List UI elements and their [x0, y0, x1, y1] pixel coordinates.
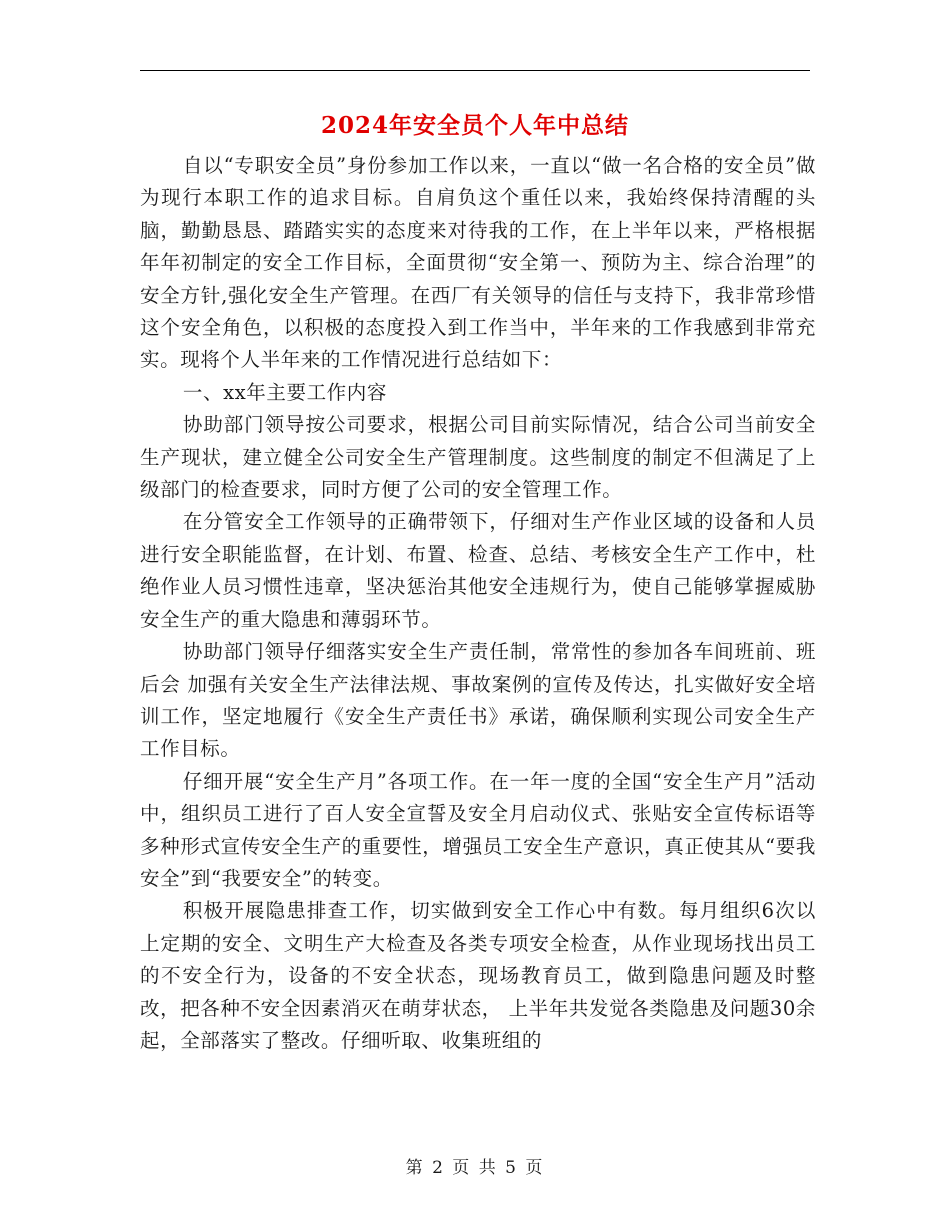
page-number-footer: 第 2 页 共 5 页: [405, 1158, 545, 1178]
section-heading: 一、xx年主要工作内容: [182, 380, 387, 404]
paragraph-supervision: 在分管安全工作领导的正确带领下，仔细对生产作业区域的设备和人员进行安全职能监督，在计划、布置、检查、总结、考核安全生产工作中，杜绝作业人员习惯性违章，坚决惩治其他安全违规行为，使自己能够掌握威胁安全生产的重大隐患和薄弱环节。: [140, 510, 816, 631]
paragraph-safety-month: 仔细开展“安全生产月”各项工作。在一年一度的全国“安全生产月”活动中，组织员工进行了百人安全宣誓及安全月启动仪式、张贴安全宣传标语等多种形式宣传安全生产的重要性，增强员工安全生产意识，真正使其从“要我安全”到“我要安全”的转变。: [140, 769, 816, 890]
paragraph-management-system: 协助部门领导按公司要求，根据公司目前实际情况，结合公司当前安全生产现状，建立健全公司安全生产管理制度。这些制度的制定不但满足了上级部门的检查要求，同时方便了公司的安全管理工作。: [140, 413, 816, 502]
header-rule: [140, 70, 810, 71]
document-title: 2024年安全员个人年中总结: [320, 112, 629, 139]
paragraph-responsibility: 协助部门领导仔细落实安全生产责任制，常常性的参加各车间班前、班后会 加强有关安全生产法律法规、事故案例的宣传及传达，扎实做好安全培训工作，坚定地履行《安全生产责任书》承诺，确保顺利实现公司安全生产工作目标。: [140, 640, 816, 761]
paragraph-hazard-check: 积极开展隐患排查工作，切实做到安全工作心中有数。每月组织6次以上定期的安全、文明生产大检查及各类专项安全检查，从作业现场找出员工的不安全行为，设备的不安全状态，现场教育员工，做到隐患问题及时整改，把各种不安全因素消灭在萌芽状态， 上半年共发觉各类隐患及问题30余起，全部落实了整改。仔细听取、收集班组的: [140, 899, 817, 1052]
document-body: [140, 150, 816, 1057]
paragraph-intro: 自以“专职安全员”身份参加工作以来，一直以“做一名合格的安全员”做为现行本职工作的追求目标。自肩负这个重任以来，我始终保持清醒的头脑，勤勤恳恳、踏踏实实的态度来对待我的工作，在上半年以来，严格根据 年年初制定的安全工作目标，全面贯彻“安全第一、预防为主、综合治理”的安全方针,强化安全生产管理。在西厂有关领导的信任与支持下，我非常珍惜这个安全角色，以积极的态度投入到工作当中，半年来的工作我感到非常充实。现将个人半年来的工作情况进行总结如下：: [140, 154, 816, 372]
